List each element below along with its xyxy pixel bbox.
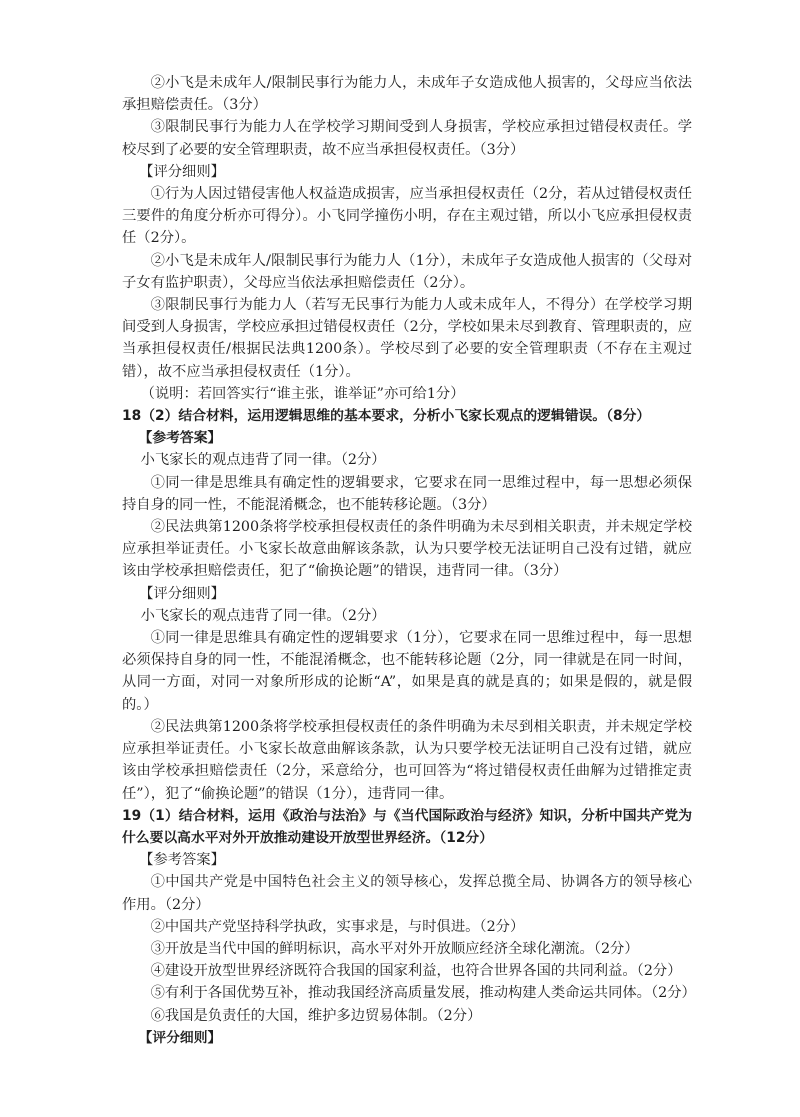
scoring-item-3: ③限制民事行为能力人（若写无民事行为能力人或未成年人，不得分）在学校学习期间受到人身损害，学校应承担过错侵权责任（2分，学校如果未尽到教育、管理职责的，应当承担侵权责任/根据民法典1200条）。学校尽到了必要的安全管理职责（不存在主观过错），故不应当承担侵权责任（1分）。 <box>122 297 692 380</box>
q19-answer-item-3: ③开放是当代中国的鲜明标识，高水平对外开放顺应经济全球化潮流。（2分） <box>150 940 639 957</box>
q18-reference-answer-heading: 【参考答案】 <box>138 430 222 447</box>
q18-scoring-item-2: ②民法典第1200条将学校承担侵权责任的条件明确为未尽到相关职责，并未规定学校应承担举证责任。小飞家长故意曲解该条款，认为只要学校无法证明自己没有过错，就应该由学校承担赔偿责任（2分，采意给分，也可回答为“将过错侵权责任曲解为过错推定责任”），犯了“偷换论题”的错误（1分），违背同一律。 <box>122 718 692 802</box>
q19-reference-answer-heading: 【参考答案】 <box>139 852 225 869</box>
q19-answer-item-6: ⑥我国是负责任的大国，维护多边贸易体制。（2分） <box>150 1007 482 1024</box>
q19-answer-item-5: ⑤有利于各国优势互补，推动我国经济高质量发展，推动构建人类命运共同体。（2分） <box>150 985 696 1002</box>
scoring-note: （说明：若回答实行“谁主张，谁举证”亦可给1分） <box>140 385 465 402</box>
q19-answer-item-2: ②中国共产党坚持科学执政，实事求是，与时俱进。（2分） <box>150 918 525 935</box>
answer-item-2: ②小飞是未成年人/限制民事行为能力人，未成年子女造成他人损害的，父母应当依法承担赔偿责任。（3分） <box>122 75 692 114</box>
question-19-1-title: 19（1）结合材料，运用《政治与法治》与《当代国际政治与经济》知识，分析中国共产党为什么要以高水平对外开放推动建设开放型世界经济。（12分） <box>122 807 692 846</box>
q18-answer-conclusion: 小飞家长的观点违背了同一律。（2分） <box>140 452 386 469</box>
q18-answer-item-2: ②民法典第1200条将学校承担侵权责任的条件明确为未尽到相关职责，并未规定学校应承担举证责任。小飞家长故意曲解该条款，认为只要学校无法证明自己没有过错，就应该由学校承担赔偿责任，犯了“偷换论题”的错误，违背同一律。（3分） <box>122 519 692 580</box>
scoring-item-2: ②小飞是未成年人/限制民事行为能力人（1分），未成年子女造成他人损害的（父母对子女有监护职责），父母应当依法承担赔偿责任（2分）。 <box>122 252 692 291</box>
question-18-2-title: 18（2）结合材料，运用逻辑思维的基本要求，分析小飞家长观点的逻辑错误。（8分） <box>122 408 651 425</box>
q18-scoring-conclusion: 小飞家长的观点违背了同一律。（2分） <box>140 607 386 624</box>
q18-scoring-details-heading: 【评分细则】 <box>139 585 225 602</box>
scoring-item-1: ①行为人因过错侵害他人权益造成损害，应当承担侵权责任（2分，若从过错侵权责任三要件的角度分析亦可得分）。小飞同学撞伤小明，存在主观过错，所以小飞应承担侵权责任（2分）。 <box>122 186 692 247</box>
q19-scoring-details-heading: 【评分细则】 <box>138 1029 222 1046</box>
q18-scoring-item-1: ①同一律是思维具有确定性的逻辑要求（1分），它要求在同一思维过程中，每一思想必须保持自身的同一性，不能混淆概念，也不能转移论题（2分，同一律就是在同一时间，从同一方面，对同一对象所形成的论断“A”，如果是真的就是真的；如果是假的，就是假的。） <box>122 630 692 713</box>
q18-answer-item-1: ①同一律是思维具有确定性的逻辑要求，它要求在同一思维过程中，每一思想必须保持自身的同一性，不能混淆概念，也不能转移论题。（3分） <box>122 474 692 513</box>
q19-answer-item-4: ④建设开放型世界经济既符合我国的国家利益，也符合世界各国的共同利益。（2分） <box>150 963 682 980</box>
q19-answer-item-1: ①中国共产党是中国特色社会主义的领导核心，发挥总揽全局、协调各方的领导核心作用。（2分） <box>122 874 692 913</box>
scoring-details-heading: 【评分细则】 <box>139 163 225 180</box>
answer-item-3: ③限制民事行为能力人在学校学习期间受到人身损害，学校应承担过错侵权责任。学校尽到了必要的安全管理职责，故不应当承担侵权责任。（3分） <box>122 119 692 158</box>
